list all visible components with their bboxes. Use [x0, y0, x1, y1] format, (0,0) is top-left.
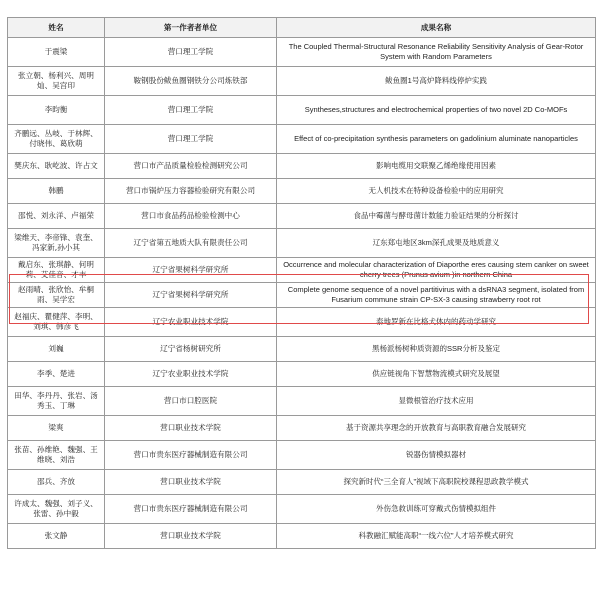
- author-cell: 邵兵、齐放: [8, 470, 105, 495]
- title-cell: 食品中霉菌与酵母菌计数能力验证结果的分析探讨: [277, 204, 596, 229]
- unit-cell: 营口职业技术学院: [105, 416, 277, 441]
- table-row: [8, 258, 596, 283]
- author-cell: 赵雨晴、张欣怡、牟桐雨、吴学宏: [8, 283, 105, 308]
- unit-cell: 营口职业技术学院: [105, 524, 277, 549]
- title-cell: 锐器伤情模拟器材: [277, 441, 596, 470]
- unit-cell: 辽宁农业职业技术学院: [105, 362, 277, 387]
- header-unit: 第一作者者单位: [105, 18, 277, 38]
- title-cell: 基于资源共享理念的开放教育与高职教育融合发展研究: [277, 416, 596, 441]
- unit-cell: 营口市食品药品检验检测中心: [105, 204, 277, 229]
- unit-cell: 营口职业技术学院: [105, 470, 277, 495]
- unit-cell: 营口市产品质量检验检测研究公司: [105, 154, 277, 179]
- unit-cell: 营口理工学院: [105, 38, 277, 67]
- table-row: [8, 524, 596, 549]
- unit-cell: 营口市贵东医疗器械制造有限公司: [105, 495, 277, 524]
- unit-cell: 营口理工学院: [105, 125, 277, 154]
- author-cell: 邵悦、刘永洋、卢福荣: [8, 204, 105, 229]
- table-row: [8, 179, 596, 204]
- title-cell: 探究新时代“三全育人”视域下高职院校课程思政教学模式: [277, 470, 596, 495]
- title-cell: 供应链视角下智慧物流模式研究及展望: [277, 362, 596, 387]
- title-cell: The Coupled Thermal-Structural Resonance Reliability Sensitivity Analysis of Gear-Rotor System with Random Parameters: [277, 38, 596, 67]
- author-cell: 韩鹏: [8, 179, 105, 204]
- title-cell: Complete genome sequence of a novel partitivirus with a dsRNA3 segment, isolated from Fusarium commune strain CP-SX-3 causing strawberry root rot: [277, 283, 596, 308]
- title-cell: Effect of co-precipitation synthesis parameters on gadolinium aluminate nanoparticles: [277, 125, 596, 154]
- table-row: [8, 154, 596, 179]
- author-cell: 李昀衡: [8, 96, 105, 125]
- unit-cell: 营口市锅炉压力容器检验研究有限公司: [105, 179, 277, 204]
- table-row: [8, 441, 596, 470]
- author-cell: 许成太、魏强、刘子义、张雷、孙中毅: [8, 495, 105, 524]
- title-cell: 鲅鱼圈1号高炉降料线停炉实践: [277, 67, 596, 96]
- table-row: [8, 416, 596, 441]
- title-cell: 外伤急救训练可穿戴式伤情模拟组件: [277, 495, 596, 524]
- table-row: [8, 337, 596, 362]
- table-row: [8, 67, 596, 96]
- author-cell: 于震梁: [8, 38, 105, 67]
- award-table: [7, 17, 596, 549]
- unit-cell: 辽宁省杨树研究所: [105, 337, 277, 362]
- unit-cell: 营口市口腔医院: [105, 387, 277, 416]
- title-cell: 无人机技术在特种设备检验中的应用研究: [277, 179, 596, 204]
- unit-cell: 营口市贵东医疗器械制造有限公司: [105, 441, 277, 470]
- unit-cell: 辽宁省果树科学研究所: [105, 258, 277, 283]
- author-cell: 樊庆东、耿屹波、许占文: [8, 154, 105, 179]
- title-cell: 影响电缆用交联聚乙烯绝缘使用因素: [277, 154, 596, 179]
- table-row: [8, 495, 596, 524]
- unit-cell: 营口理工学院: [105, 96, 277, 125]
- title-cell: 辽东郑屯地区3km深孔成果及地质意义: [277, 229, 596, 258]
- title-cell: Syntheses,structures and electrochemical properties of two novel 2D Co-MOFs: [277, 96, 596, 125]
- title-cell: 科教融汇赋能高职“一线六位”人才培养模式研究: [277, 524, 596, 549]
- table-row: [8, 229, 596, 258]
- author-cell: 张苗、孙维艳、魏强、王维晓、刘浩: [8, 441, 105, 470]
- table-row: [8, 283, 596, 308]
- table-row: [8, 125, 596, 154]
- header-name: 姓名: [8, 18, 105, 38]
- unit-cell: 辽宁省果树科学研究所: [105, 283, 277, 308]
- unit-cell: 鞍钢股份鲅鱼圈钢铁分公司炼铁部: [105, 67, 277, 96]
- table-row: [8, 96, 596, 125]
- author-cell: 戴启东、张琪静、何明莉、艾佳音、才丰: [8, 258, 105, 283]
- table-row: [8, 204, 596, 229]
- table-row: [8, 38, 596, 67]
- author-cell: 梁维天、李帝锋、袁奎、冯家新,孙小其: [8, 229, 105, 258]
- author-cell: 张文静: [8, 524, 105, 549]
- title-cell: Occurrence and molecular characterization of Diaporthe eres causing stem canker on sweet cherry trees (Prunus avium )in northern China: [277, 258, 596, 283]
- author-cell: 张立朝、杨利兴、周明灿、吴宫印: [8, 67, 105, 96]
- table-header-row: [8, 18, 596, 38]
- unit-cell: 辽宁省第五地质大队有限责任公司: [105, 229, 277, 258]
- author-cell: 齐鹏远、丛岐、于林辉、付晓伟、葛欣萌: [8, 125, 105, 154]
- author-cell: 田华、李丹丹、张岩、汤秀玉、丁琳: [8, 387, 105, 416]
- table-row: [8, 470, 596, 495]
- title-cell: 显微根管治疗技术应用: [277, 387, 596, 416]
- table-row: [8, 308, 596, 337]
- table-row: [8, 387, 596, 416]
- author-cell: 赵福庆、瞿健萍、李明、刘琪、韩彦飞: [8, 308, 105, 337]
- header-title: 成果名称: [277, 18, 596, 38]
- author-cell: 刘巍: [8, 337, 105, 362]
- title-cell: 黑杨派杨树种质资源的SSR分析及鉴定: [277, 337, 596, 362]
- unit-cell: 辽宁农业职业技术学院: [105, 308, 277, 337]
- title-cell: 泰地罗新在比格犬体内的药动学研究: [277, 308, 596, 337]
- author-cell: 李季、楚进: [8, 362, 105, 387]
- author-cell: 梁爽: [8, 416, 105, 441]
- table-row: [8, 362, 596, 387]
